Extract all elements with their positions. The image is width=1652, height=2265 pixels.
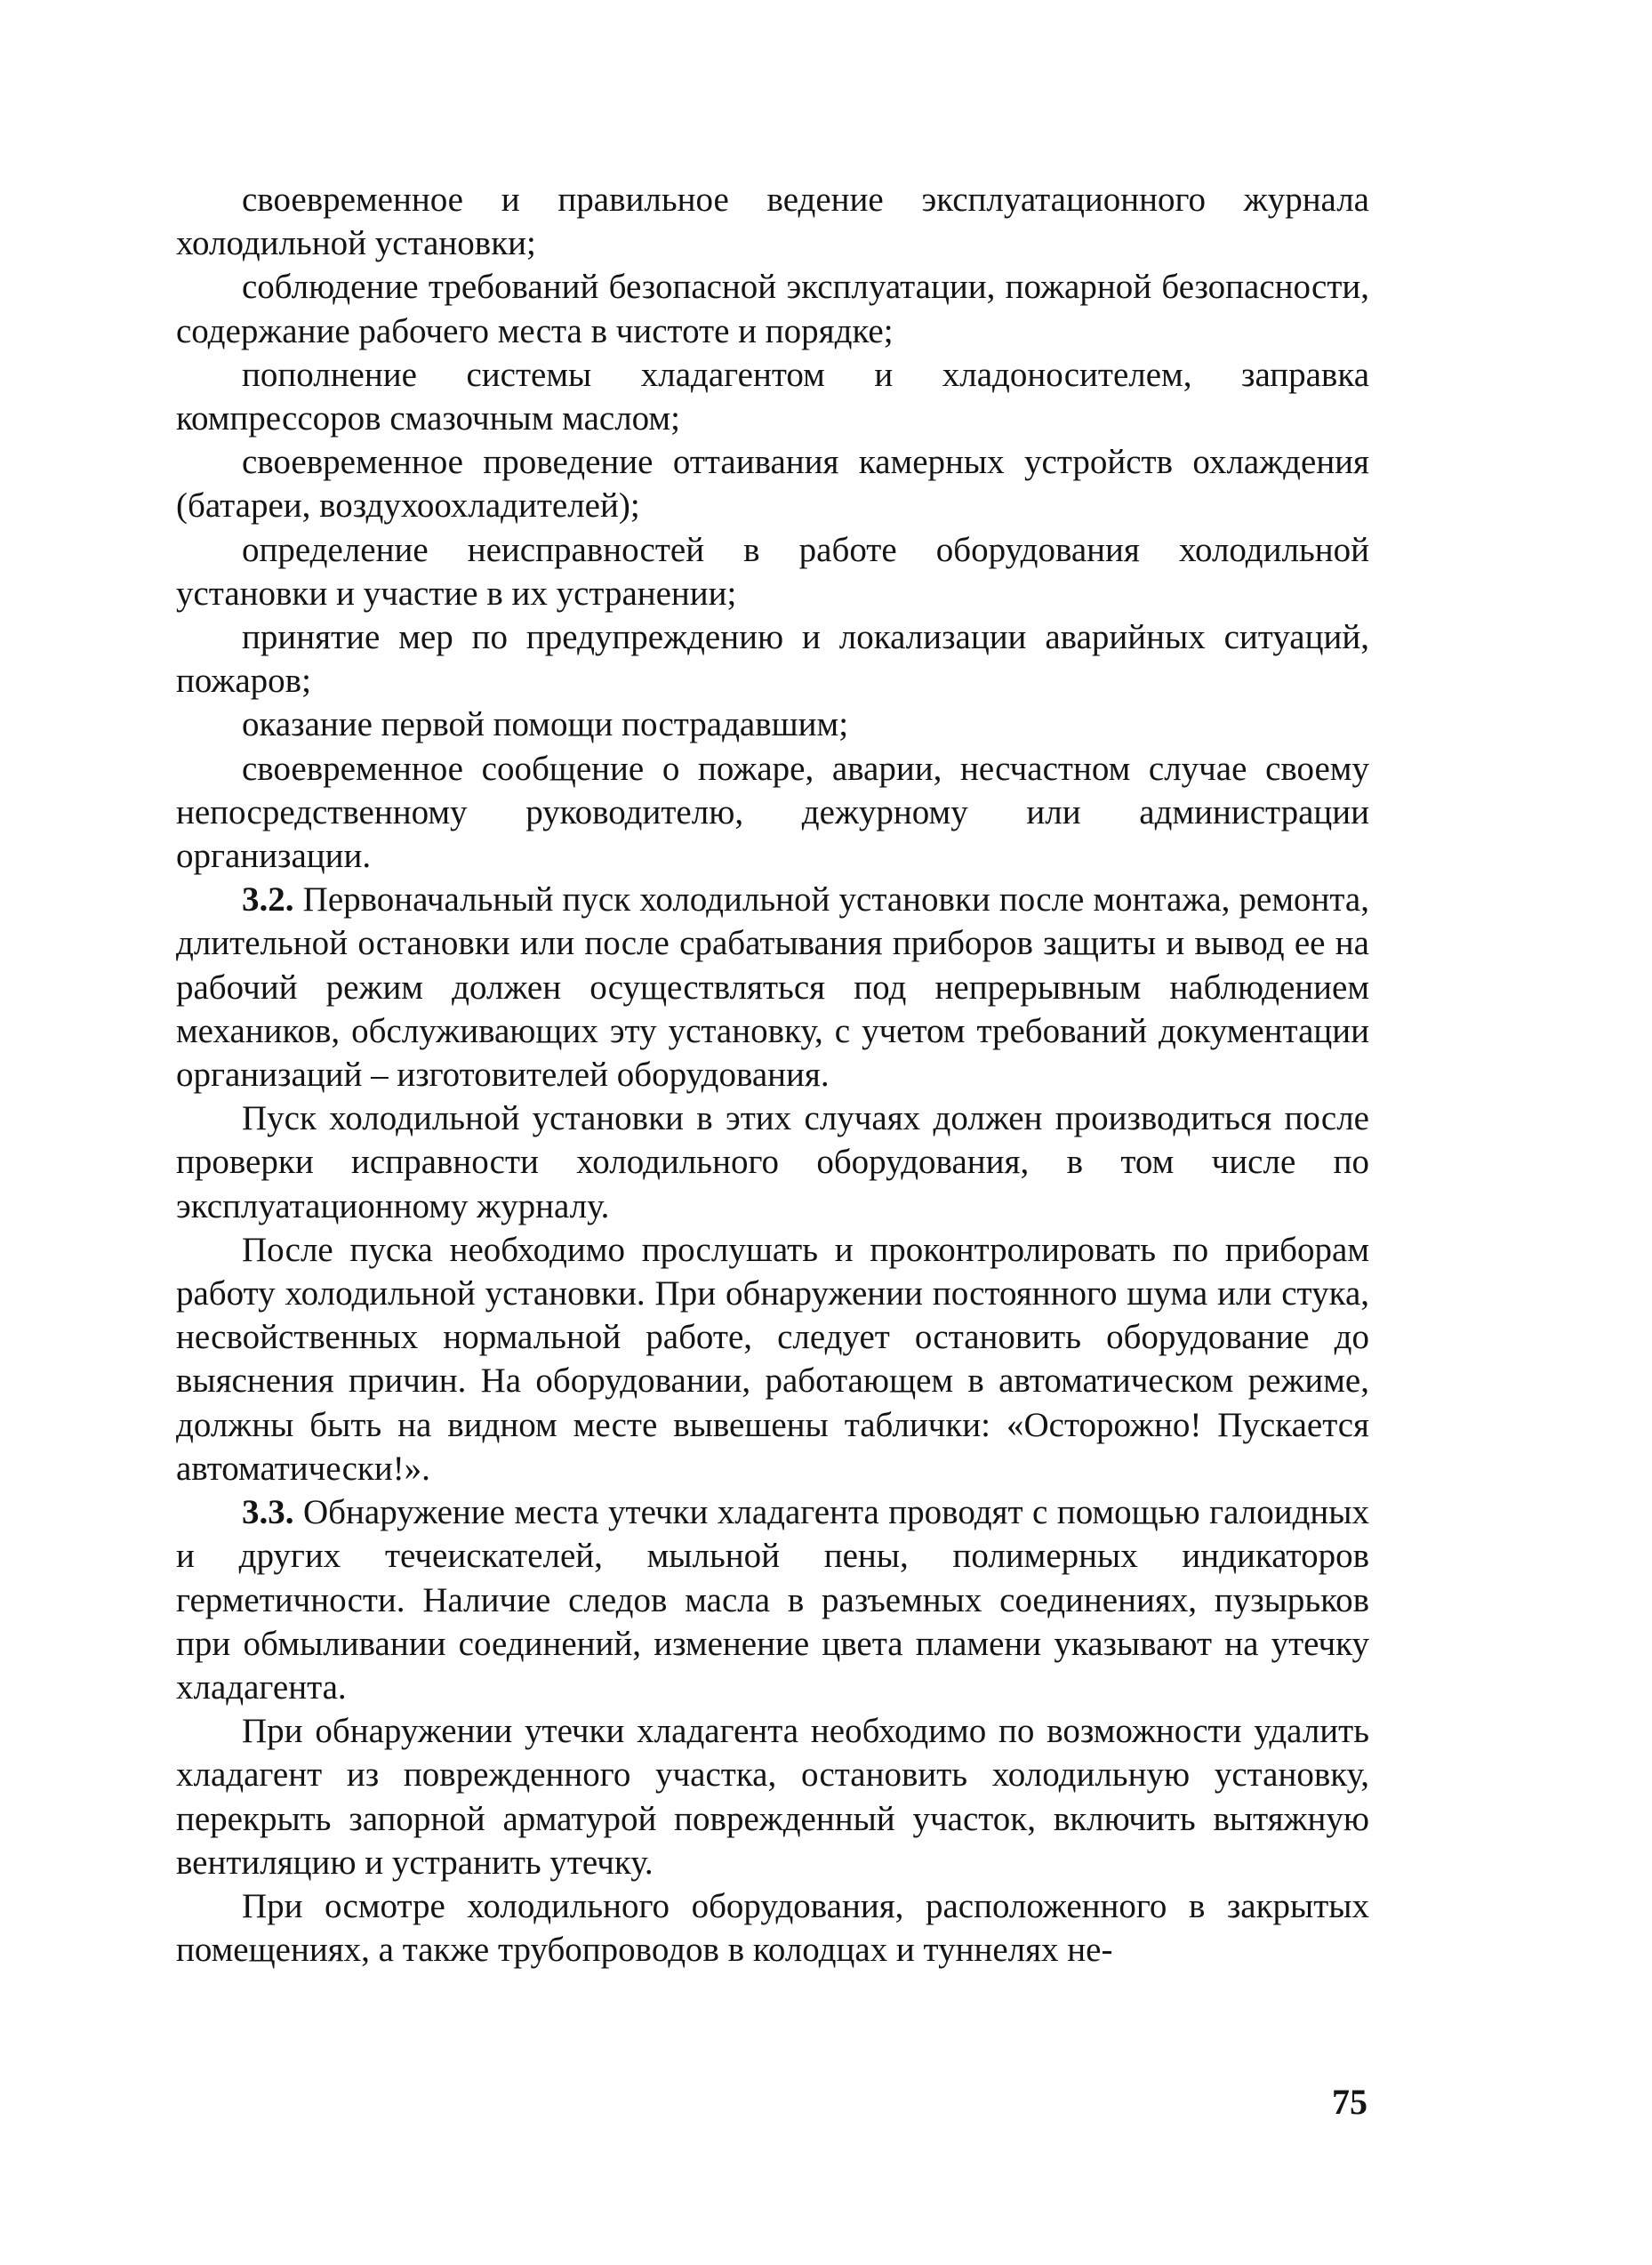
paragraph-text: При обнаружении утечки хладагента необходимо по возможности удалить хладагент из поврежденного участка, остановить холодильную установку, перекрыть запорной арматурой поврежденный участок, включить вытяжную вентиляцию и устранить утечку. bbox=[176, 1712, 1369, 1882]
paragraph bbox=[176, 1884, 1369, 1972]
paragraph bbox=[176, 353, 1369, 440]
page-number: 75 bbox=[1332, 2082, 1367, 2122]
paragraph bbox=[176, 1709, 1369, 1884]
paragraph bbox=[176, 747, 1369, 879]
paragraph bbox=[176, 265, 1369, 352]
paragraph-text: принятие мер по предупреждению и локализации аварийных ситуаций, пожаров; bbox=[176, 618, 1369, 701]
paragraph bbox=[176, 703, 1369, 746]
paragraph bbox=[176, 878, 1369, 1096]
paragraph-text: пополнение системы хладагентом и хладоносителем, заправка компрессоров смазочным маслом; bbox=[176, 355, 1369, 438]
paragraph bbox=[176, 178, 1369, 265]
paragraph-text: После пуска необходимо прослушать и проконтролировать по приборам работу холодильной установки. При обнаружении постоянного шума или стука, несвойственных нормальной работе, следует остановить оборудование до выяснения причин. На оборудовании, работающем в автоматическом режиме, должны быть на видном месте вывешены таблички: «Осторожно! Пускается автоматически!». bbox=[176, 1230, 1369, 1488]
paragraph bbox=[176, 528, 1369, 615]
paragraph-text: своевременное сообщение о пожаре, аварии, несчастном случае своему непосредственному руководителю, дежурному или администрации организации. bbox=[176, 749, 1369, 876]
paragraph bbox=[176, 1096, 1369, 1228]
paragraph-text: Первоначальный пуск холодильной установки после монтажа, ремонта, длительной остановки или после срабатывания приборов защиты и вывод ее на рабочий режим должен осуществляться под непрерывным наблюдением механиков, обслуживающих эту установку, с учетом требований документации организаций – изготовителей оборудования. bbox=[176, 880, 1369, 1095]
paragraph-text: При осмотре холодильного оборудования, расположенного в закрытых помещениях, а также трубопроводов в колодцах и туннелях не- bbox=[176, 1886, 1369, 1970]
paragraph-text: соблюдение требований безопасной эксплуатации, пожарной безопасности, содержание рабочего места в чистоте и порядке; bbox=[176, 268, 1369, 350]
paragraph-text: Обнаружение места утечки хладагента проводят с помощью галоидных и других течеискателей, мыльной пены, полимерных индикаторов герметичности. Наличие следов масла в разъемных соединениях, пузырьков при обмыливании соединений, изменение цвета пламени указывают на утечку хладагента. bbox=[176, 1493, 1369, 1707]
section-number: 3.3. bbox=[242, 1493, 294, 1532]
section-number: 3.2. bbox=[242, 880, 294, 920]
body-text bbox=[176, 178, 1369, 1972]
paragraph bbox=[176, 615, 1369, 703]
paragraph bbox=[176, 440, 1369, 527]
paragraph bbox=[176, 1228, 1369, 1490]
paragraph bbox=[176, 1490, 1369, 1709]
paragraph-text: своевременное и правильное ведение эксплуатационного журнала холодильной установки; bbox=[176, 181, 1369, 263]
paragraph-text: определение неисправностей в работе оборудования холодильной установки и участие в их устранении; bbox=[176, 530, 1369, 613]
paragraph-text: оказание первой помощи пострадавшим; bbox=[242, 705, 849, 744]
paragraph-text: Пуск холодильной установки в этих случаях должен производиться после проверки исправности холодильного оборудования, в том числе по эксплуатационному журналу. bbox=[176, 1099, 1369, 1225]
paragraph-text: своевременное проведение оттаивания камерных устройств охлаждения (батареи, воздухоохладителей); bbox=[176, 443, 1369, 526]
